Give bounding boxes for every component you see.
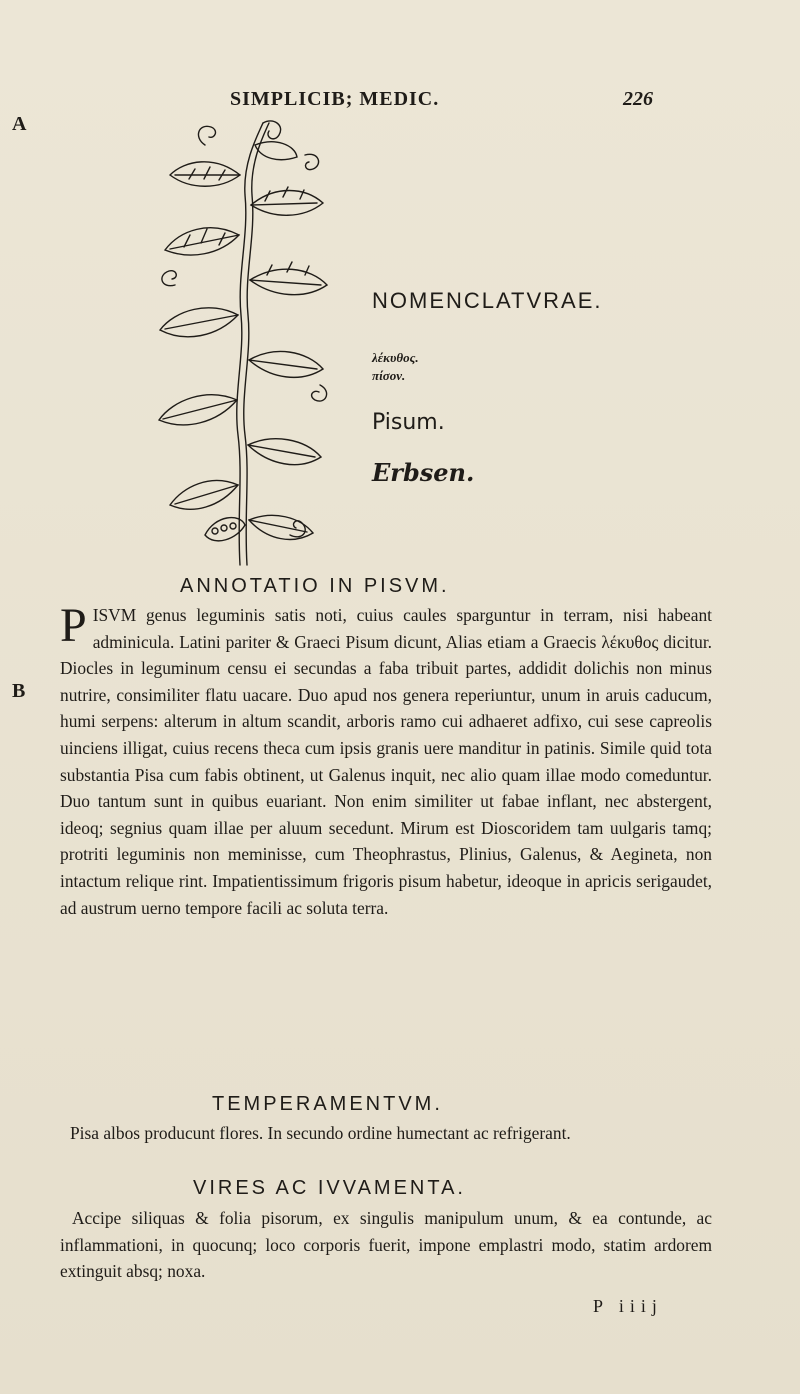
- drop-cap: P: [60, 599, 87, 652]
- signature-mark: P iiij: [593, 1296, 663, 1316]
- annotatio-text: ISVM genus leguminis satis noti, cuius caules sparguntur in terram, nisi habeant adminicula. Latini pariter & Graeci Pisum dicunt, Alias etiam a Graecis λέκυθος dicitur. Diocles in leguminum censu ei secundas a faba tribuit partes, addidit dolichis non minus nutrire, consimiliter flatu uacare. Duo apud nos genera reperiuntur, unum in aruis caducum, humi serpens: alterum in altum scandit, arboris ramo cui adhaeret adfixo, cui sese capreolis uinciens illigat, cuius recens theca cum ipsis granis uere manditur in patinis. Simile quid tota substantia Pisa cum fabis obtinent, ut Galenus inquit, nec alio quam illae modo comeduntur. Duo tantum sunt in quibus euariant. Non enim similiter ut fabae inflant, nec abstergent, ideoq; segnius quam illae per aluum secedunt. Mirum est Dioscoridem tam uulgaris tamq; protriti leguminis non meminisse, cum Theophrastus, Plinius, Galenus, & Aegineta, non intactum relique rint. Impatientissimum frigoris pisum habetur, ideoque in apricis serigaudet, ad austrum uerno tempore facili ac soluta terra.: [60, 605, 712, 918]
- greek-name-pison: πίσον.: [372, 368, 406, 383]
- page-number: 226: [623, 88, 653, 110]
- annotatio-heading: ANNOTATIO IN PISVM.: [180, 575, 450, 597]
- german-name-erbsen: Erbsen.: [372, 458, 475, 487]
- pea-plant-woodcut: [145, 115, 345, 570]
- margin-letter-a: A: [12, 113, 27, 135]
- greek-name-lekythos: λέκυθος.: [372, 350, 419, 365]
- temperamentum-paragraph: Pisa albos producunt flores. In secundo ordine humectant ac refrigerant.: [70, 1123, 571, 1143]
- temperamentum-heading: TEMPERAMENTVM.: [212, 1093, 443, 1115]
- latin-name-pisum: Pisum.: [372, 410, 445, 435]
- margin-letter-b: B: [12, 680, 26, 702]
- vires-heading: VIRES AC IVVAMENTA.: [193, 1177, 466, 1199]
- annotatio-paragraph: [60, 599, 712, 921]
- vires-paragraph: Accipe siliquas & folia pisorum, ex singulis manipulum unum, & ea contunde, ac inflammationi, in quocunq; loco corporis fuerit, impone emplastri modo, statim ardorem extinguit absq; noxa.: [60, 1208, 712, 1282]
- running-title: SIMPLICIB; MEDIC.: [230, 88, 440, 110]
- nomenclature-title: NOMENCLATVRAE.: [372, 288, 603, 313]
- nomenclature-list: [372, 350, 474, 487]
